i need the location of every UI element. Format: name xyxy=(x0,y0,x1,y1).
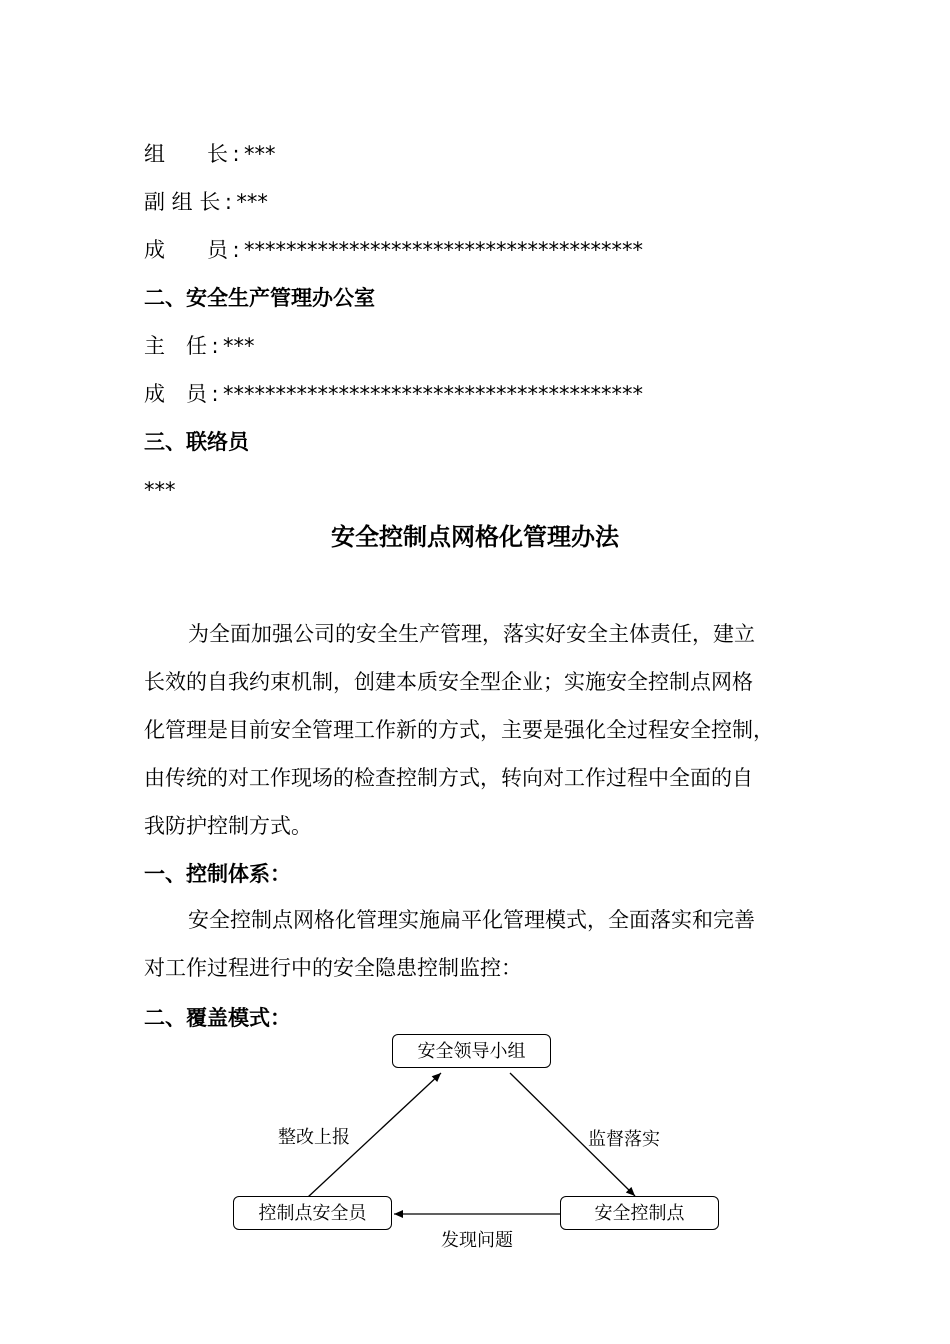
liaison-value: *** xyxy=(144,478,176,502)
intro-line: 由传统的对工作现场的检查控制方式，转向对工作过程中全面的自 xyxy=(144,766,753,790)
node-control-point-officer: 控制点安全员 xyxy=(233,1196,392,1230)
leader-label: 组 长 xyxy=(144,142,228,166)
deputy-leader-row: 副 组 长 : *** xyxy=(144,190,268,214)
edge-label-supervise-implement: 监督落实 xyxy=(588,1129,660,1150)
leader-value: *** xyxy=(244,142,276,166)
members-label: 成 员 xyxy=(144,238,228,262)
deputy-leader-label: 副 组 长 xyxy=(144,190,221,214)
node-safety-control-point: 安全控制点 xyxy=(560,1196,719,1230)
office-members-value: **************************************** xyxy=(223,382,643,406)
intro-line: 为全面加强公司的安全生产管理，落实好安全主体责任，建立 xyxy=(188,622,755,646)
members-value: ************************************** xyxy=(244,238,643,262)
office-members-label: 成 员 xyxy=(144,382,207,406)
node-leadership-group: 安全领导小组 xyxy=(392,1034,551,1068)
section1-heading: 一、控制体系： xyxy=(144,862,291,886)
section2-heading: 二、覆盖模式： xyxy=(144,1006,291,1030)
liaison-heading: 三、联络员 xyxy=(144,430,249,454)
edge-label-find-problem: 发现问题 xyxy=(441,1230,513,1251)
document-title: 安全控制点网格化管理办法 xyxy=(331,523,619,551)
section1-line: 安全控制点网格化管理实施扁平化管理模式，全面落实和完善 xyxy=(188,908,755,932)
office-heading: 二、安全生产管理办公室 xyxy=(144,286,375,310)
director-row: 主 任 : *** xyxy=(144,334,255,358)
director-label: 主 任 xyxy=(144,334,207,358)
office-members-row: 成 员 : **************************************** xyxy=(144,382,643,406)
intro-line: 化管理是目前安全管理工作新的方式，主要是强化全过程安全控制， xyxy=(144,718,774,742)
director-value: *** xyxy=(223,334,255,358)
leader-row: 组 长 : *** xyxy=(144,142,276,166)
section1-line: 对工作过程进行中的安全隐患控制监控： xyxy=(144,956,522,980)
intro-line: 长效的自我约束机制，创建本质安全型企业；实施安全控制点网格 xyxy=(144,670,753,694)
deputy-leader-value: *** xyxy=(236,190,268,214)
members-row: 成 员 : ************************************** xyxy=(144,238,643,262)
edge-label-rectify-report: 整改上报 xyxy=(278,1127,350,1148)
intro-line: 我防护控制方式。 xyxy=(144,814,312,838)
